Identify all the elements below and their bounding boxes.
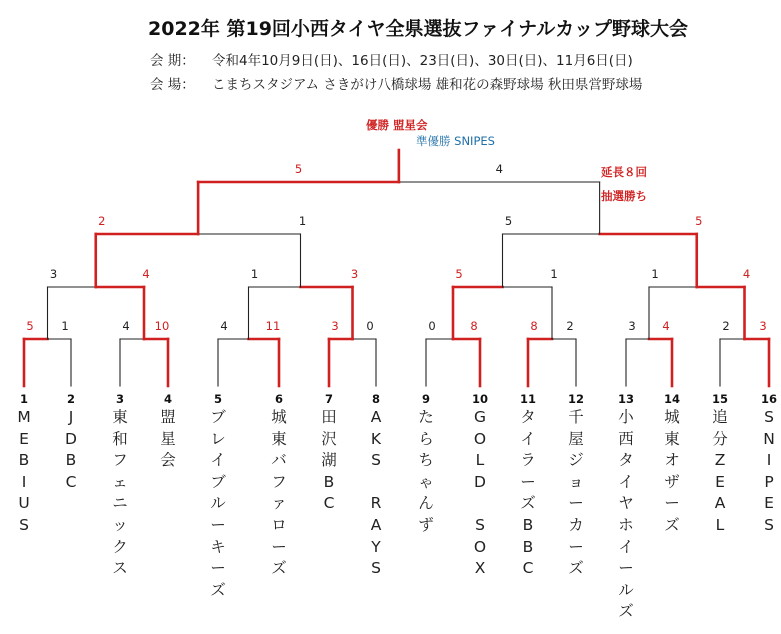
- team-name: A K S R A Y S: [370, 408, 382, 578]
- team-name: G O L D S O X: [473, 408, 487, 578]
- match-score: 2: [722, 319, 730, 333]
- team-number: 2: [66, 392, 75, 406]
- match-score: 2: [98, 214, 106, 228]
- team-number: 7: [324, 392, 333, 406]
- team-name: タ イ ラ ー ズ B B C: [520, 408, 536, 578]
- team-name: 追 分 Z E A L: [712, 408, 728, 534]
- team-name: 東 和 フ ェ ニ ッ ク ス: [112, 408, 128, 578]
- team-number: 4: [163, 392, 172, 406]
- match-score: 1: [651, 267, 659, 281]
- team-number: 6: [274, 392, 283, 406]
- venue-label: 会 場：: [150, 77, 195, 93]
- team-number: 12: [567, 392, 584, 406]
- team-name: 田 沢 湖 B C: [321, 408, 337, 513]
- match-score: 1: [250, 267, 259, 281]
- match-score: 8: [530, 319, 538, 333]
- match-score: 5: [294, 162, 303, 176]
- match-score: 5: [504, 214, 513, 228]
- team-number: 9: [421, 392, 430, 406]
- match-score: 3: [350, 267, 359, 281]
- match-score: 1: [298, 214, 307, 228]
- team-name: M E B I U S: [17, 408, 31, 534]
- team-name: 小 西 タ イ ヤ ホ イ ー ル ズ: [618, 408, 634, 621]
- match-score: 4: [220, 319, 228, 333]
- final-note-lottery: 抽選勝ち: [601, 189, 647, 203]
- match-score: 0: [428, 319, 436, 333]
- team-number: 15: [711, 392, 728, 406]
- team-name: S N I P E S: [763, 408, 775, 534]
- team-number: 1: [19, 392, 28, 406]
- match-score: 4: [142, 267, 150, 281]
- team-number: 16: [760, 392, 777, 406]
- match-score: 3: [759, 319, 767, 333]
- team-name: た ら ち ゃ ん ず: [418, 408, 434, 534]
- match-score: 3: [331, 319, 339, 333]
- match-score: 8: [470, 319, 478, 333]
- match-score: 1: [61, 319, 69, 333]
- team-name: 盟 星 会: [160, 408, 176, 470]
- team-number: 14: [663, 392, 680, 406]
- team-number: 13: [617, 392, 634, 406]
- period-label: 会 期：: [150, 53, 195, 69]
- team-name: J D B C: [65, 408, 77, 491]
- period-value: 令和4年10月9日(日)、16日(日)、23日(日)、30日(日)、11月6日(日): [212, 53, 633, 69]
- match-score: 4: [662, 319, 670, 333]
- match-score: 5: [26, 319, 34, 333]
- match-score: 4: [742, 267, 751, 281]
- winner-label: 優勝 盟星会: [366, 118, 428, 132]
- runner-up-label: 準優勝 SNIPES: [416, 134, 495, 148]
- team-number: 5: [213, 392, 222, 406]
- match-score: 10: [154, 319, 170, 333]
- team-number: 11: [519, 392, 536, 406]
- match-score: 1: [550, 267, 558, 281]
- match-score: 11: [265, 319, 281, 333]
- match-score: 2: [566, 319, 574, 333]
- match-score: 5: [695, 214, 703, 228]
- team-number: 10: [471, 392, 488, 406]
- match-score: 4: [495, 162, 503, 176]
- team-name: 千 屋 ジ ョ ー カ ー ズ: [568, 408, 584, 578]
- final-note-extra-innings: 延長８回: [601, 165, 647, 179]
- team-number: 3: [115, 392, 124, 406]
- match-score: 0: [366, 319, 374, 333]
- match-score: 5: [455, 267, 463, 281]
- match-score: 3: [49, 267, 58, 281]
- team-name: ブ レ イ ブ ル ー キ ー ズ: [210, 408, 226, 599]
- team-name: 城 東 オ ザ ー ズ: [664, 408, 680, 534]
- team-number: 8: [371, 392, 380, 406]
- team-name: 城 東 バ フ ァ ロ ー ズ: [271, 408, 287, 578]
- match-score: 3: [628, 319, 636, 333]
- venue-value: こまちスタジアム さきがけ八橋球場 雄和花の森野球場 秋田県営野球場: [212, 77, 643, 93]
- page-title: 2022年 第19回小西タイヤ全県選抜ファイナルカップ野球大会: [148, 18, 689, 40]
- match-score: 4: [122, 319, 130, 333]
